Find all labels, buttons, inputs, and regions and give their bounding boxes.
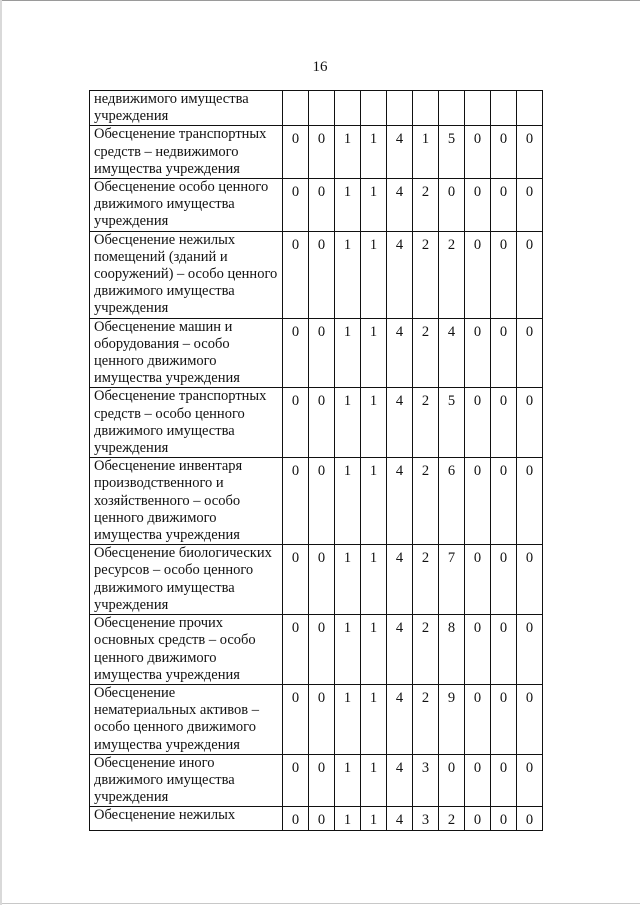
code-digit-cell: 0 <box>283 615 309 685</box>
code-digit-cell: 0 <box>283 807 309 831</box>
code-digit-cell: 4 <box>387 615 413 685</box>
code-digit-cell: 3 <box>413 807 439 831</box>
row-label: Обесценение биологических ресурсов – особо ценного движимого имущества учреждения <box>90 545 283 615</box>
code-digit-cell: 0 <box>517 388 543 458</box>
code-digit-cell <box>491 91 517 126</box>
code-digit-cell: 1 <box>335 615 361 685</box>
code-digit-cell: 6 <box>439 458 465 545</box>
code-digit-cell: 0 <box>283 545 309 615</box>
code-digit-cell: 0 <box>309 807 335 831</box>
code-digit-cell: 2 <box>413 545 439 615</box>
code-digit-cell: 1 <box>335 458 361 545</box>
table-row <box>90 231 543 318</box>
code-digit-cell: 4 <box>387 458 413 545</box>
code-digit-cell: 0 <box>283 126 309 179</box>
code-digit-cell: 0 <box>465 684 491 754</box>
code-digit-cell: 2 <box>413 179 439 232</box>
code-digit-cell: 4 <box>387 231 413 318</box>
table-row <box>90 807 543 831</box>
code-digit-cell: 4 <box>387 318 413 388</box>
row-label: Обесценение машин и оборудования – особо ценного движимого имущества учреждения <box>90 318 283 388</box>
code-digit-cell: 0 <box>283 318 309 388</box>
code-digit-cell: 1 <box>361 684 387 754</box>
code-digit-cell: 0 <box>517 545 543 615</box>
code-digit-cell: 0 <box>517 318 543 388</box>
row-label: недвижимого имущества учреждения <box>90 91 283 126</box>
code-digit-cell: 1 <box>335 231 361 318</box>
code-digit-cell: 1 <box>361 388 387 458</box>
code-digit-cell: 1 <box>335 179 361 232</box>
code-digit-cell: 0 <box>517 231 543 318</box>
code-digit-cell: 0 <box>491 179 517 232</box>
code-digit-cell: 0 <box>283 179 309 232</box>
code-digit-cell <box>335 91 361 126</box>
code-digit-cell: 1 <box>361 126 387 179</box>
code-digit-cell: 0 <box>283 388 309 458</box>
code-digit-cell: 0 <box>517 754 543 807</box>
code-digit-cell <box>413 91 439 126</box>
code-digit-cell: 0 <box>491 615 517 685</box>
code-digit-cell <box>387 91 413 126</box>
code-digit-cell: 5 <box>439 388 465 458</box>
code-digit-cell: 2 <box>413 458 439 545</box>
code-digit-cell: 0 <box>283 458 309 545</box>
code-digit-cell: 0 <box>465 545 491 615</box>
code-digit-cell: 2 <box>413 615 439 685</box>
code-digit-cell: 0 <box>309 545 335 615</box>
scan-bottom-edge <box>0 903 640 904</box>
code-digit-cell: 0 <box>517 126 543 179</box>
page-number: 16 <box>312 59 328 75</box>
code-digit-cell: 1 <box>335 388 361 458</box>
table-row <box>90 179 543 232</box>
code-digit-cell: 0 <box>309 458 335 545</box>
code-digit-cell: 0 <box>491 684 517 754</box>
code-digit-cell: 0 <box>309 179 335 232</box>
code-digit-cell <box>517 91 543 126</box>
code-digit-cell: 2 <box>439 231 465 318</box>
code-digit-cell: 0 <box>517 615 543 685</box>
code-digit-cell: 4 <box>439 318 465 388</box>
table-row <box>90 684 543 754</box>
code-digit-cell: 1 <box>361 807 387 831</box>
code-digit-cell: 2 <box>413 684 439 754</box>
row-label: Обесценение нежилых помещений (зданий и сооружений) – особо ценного движимого имущества учреждения <box>90 231 283 318</box>
code-digit-cell: 0 <box>309 231 335 318</box>
code-digit-cell: 0 <box>491 807 517 831</box>
code-digit-cell: 4 <box>387 179 413 232</box>
code-digit-cell: 1 <box>361 458 387 545</box>
code-digit-cell: 7 <box>439 545 465 615</box>
table-row <box>90 126 543 179</box>
code-digit-cell: 2 <box>413 318 439 388</box>
table-row <box>90 754 543 807</box>
code-digit-cell: 5 <box>439 126 465 179</box>
code-digit-cell: 1 <box>413 126 439 179</box>
row-label: Обесценение инвентаря производственного и хозяйственного – особо ценного движимого имущества учреждения <box>90 458 283 545</box>
row-label: Обесценение иного движимого имущества учреждения <box>90 754 283 807</box>
code-digit-cell: 1 <box>361 179 387 232</box>
table-row <box>90 91 543 126</box>
code-digit-cell: 4 <box>387 807 413 831</box>
account-code-table <box>89 90 543 831</box>
code-digit-cell: 0 <box>465 458 491 545</box>
code-digit-cell: 4 <box>387 545 413 615</box>
code-digit-cell: 0 <box>517 684 543 754</box>
code-digit-cell: 0 <box>491 458 517 545</box>
code-digit-cell: 0 <box>491 126 517 179</box>
code-digit-cell: 1 <box>361 615 387 685</box>
code-digit-cell <box>283 91 309 126</box>
scan-left-edge <box>0 0 2 905</box>
table-row <box>90 545 543 615</box>
code-digit-cell: 0 <box>465 179 491 232</box>
code-digit-cell: 0 <box>309 126 335 179</box>
code-digit-cell: 0 <box>309 615 335 685</box>
code-digit-cell: 1 <box>335 126 361 179</box>
code-digit-cell: 1 <box>361 231 387 318</box>
row-label: Обесценение транспортных средств – недвижимого имущества учреждения <box>90 126 283 179</box>
row-label: Обесценение нематериальных активов – особо ценного движимого имущества учреждения <box>90 684 283 754</box>
table-row <box>90 388 543 458</box>
code-digit-cell: 1 <box>335 684 361 754</box>
code-digit-cell: 0 <box>283 684 309 754</box>
row-label: Обесценение транспортных средств – особо ценного движимого имущества учреждения <box>90 388 283 458</box>
code-digit-cell: 0 <box>439 754 465 807</box>
code-digit-cell: 1 <box>335 807 361 831</box>
code-digit-cell <box>361 91 387 126</box>
code-digit-cell: 0 <box>491 545 517 615</box>
table-row <box>90 458 543 545</box>
code-digit-cell: 0 <box>439 179 465 232</box>
code-digit-cell: 0 <box>491 318 517 388</box>
code-digit-cell: 0 <box>465 754 491 807</box>
row-label: Обесценение особо ценного движимого имущества учреждения <box>90 179 283 232</box>
code-digit-cell: 1 <box>361 754 387 807</box>
code-digit-cell: 1 <box>335 545 361 615</box>
code-digit-cell: 1 <box>361 545 387 615</box>
code-digit-cell: 0 <box>465 615 491 685</box>
code-digit-cell: 4 <box>387 388 413 458</box>
row-label: Обесценение прочих основных средств – особо ценного движимого имущества учреждения <box>90 615 283 685</box>
code-digit-cell: 3 <box>413 754 439 807</box>
code-digit-cell: 0 <box>517 458 543 545</box>
code-digit-cell: 0 <box>517 807 543 831</box>
code-digit-cell: 4 <box>387 126 413 179</box>
code-digit-cell: 0 <box>465 126 491 179</box>
code-digit-cell: 0 <box>491 754 517 807</box>
code-digit-cell: 2 <box>413 388 439 458</box>
code-digit-cell: 2 <box>413 231 439 318</box>
table-row <box>90 615 543 685</box>
code-digit-cell <box>309 91 335 126</box>
code-digit-cell: 0 <box>309 388 335 458</box>
code-digit-cell <box>439 91 465 126</box>
code-digit-cell: 1 <box>335 318 361 388</box>
code-digit-cell: 0 <box>465 388 491 458</box>
code-digit-cell: 1 <box>361 318 387 388</box>
scan-top-edge <box>0 0 640 1</box>
code-digit-cell: 0 <box>491 231 517 318</box>
code-digit-cell: 0 <box>283 231 309 318</box>
code-digit-cell: 0 <box>465 318 491 388</box>
code-digit-cell: 9 <box>439 684 465 754</box>
code-digit-cell: 0 <box>283 754 309 807</box>
code-digit-cell: 1 <box>335 754 361 807</box>
code-digit-cell: 0 <box>517 179 543 232</box>
table-row <box>90 318 543 388</box>
code-digit-cell: 8 <box>439 615 465 685</box>
table-body <box>90 91 543 831</box>
code-digit-cell: 4 <box>387 684 413 754</box>
row-label: Обесценение нежилых <box>90 807 283 831</box>
code-digit-cell: 4 <box>387 754 413 807</box>
code-digit-cell: 0 <box>309 754 335 807</box>
code-digit-cell <box>465 91 491 126</box>
code-digit-cell: 0 <box>309 684 335 754</box>
code-digit-cell: 0 <box>491 388 517 458</box>
code-digit-cell: 0 <box>309 318 335 388</box>
code-digit-cell: 2 <box>439 807 465 831</box>
code-digit-cell: 0 <box>465 231 491 318</box>
code-digit-cell: 0 <box>465 807 491 831</box>
